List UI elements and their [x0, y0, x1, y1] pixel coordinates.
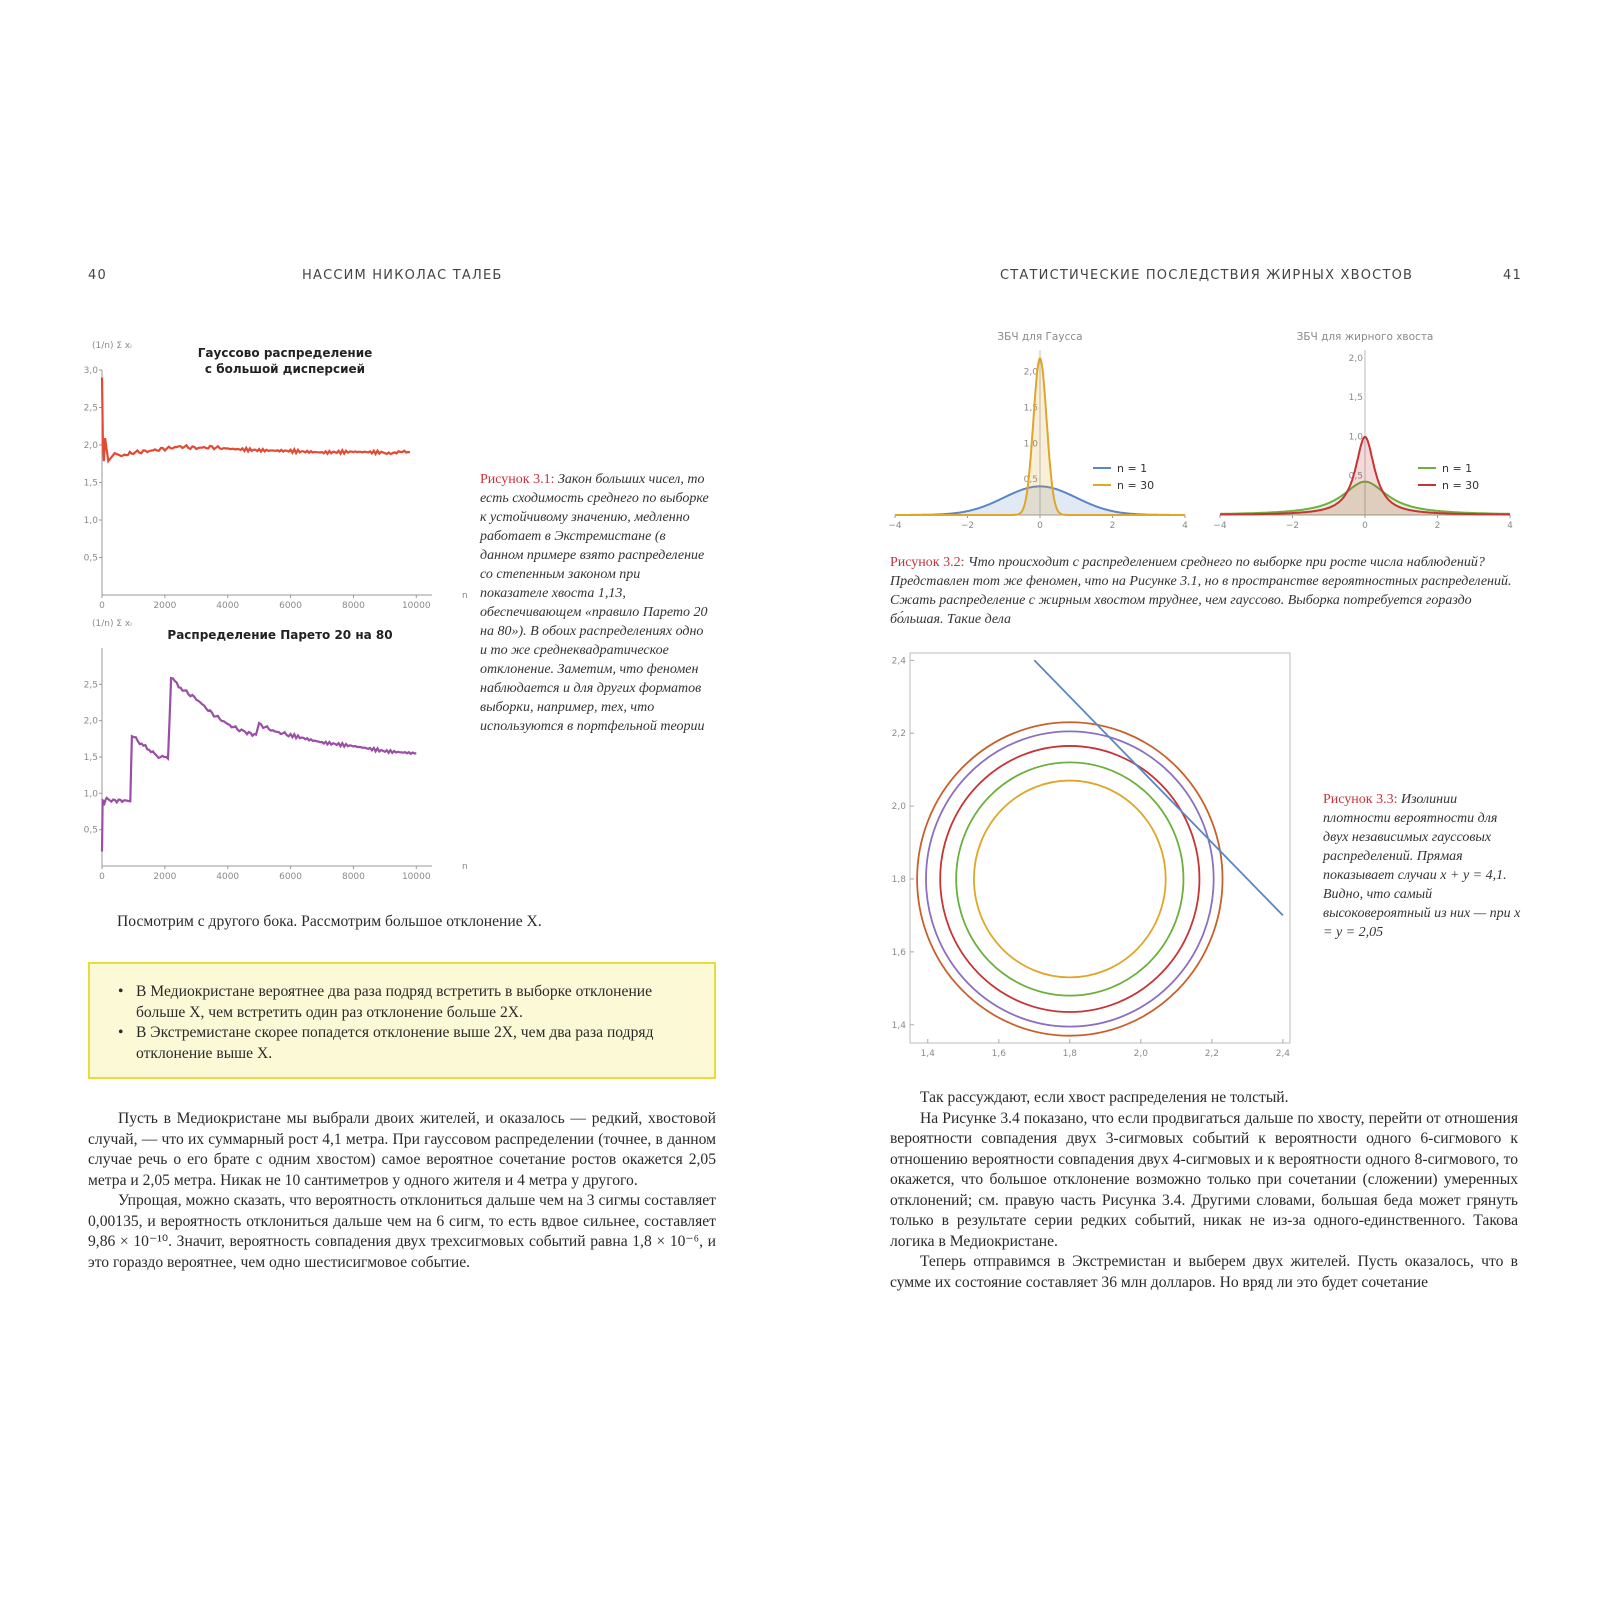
chart-title: ЗБЧ для Гаусса — [997, 331, 1083, 343]
y-tick-label: 3,0 — [83, 366, 98, 376]
contour-ring — [940, 746, 1199, 1012]
sum-constraint-line — [1034, 660, 1283, 915]
figure-3-1-text: Закон больших чисел, то есть сходимость среднего по выборке к устойчивому значению, медленно работает в Экстремистане (в данном примере взято распределение со степенным законом при показателе хвоста 1,13, обеспечивающем «правило Парето 20 на 80»). В обоих распределениях одно и то же среднеквадратическое отклонение. Заметим, что феномен наблюдается и для других форматов выборки, например, тех, что используются в портфельной теории — [480, 472, 709, 734]
contour-chart — [880, 645, 1310, 1075]
figure-3-1-caption — [480, 470, 710, 736]
y-axis-label: (1/n) Σ xᵢ — [92, 619, 132, 629]
x-axis-label: n — [462, 591, 468, 601]
x-tick-label: 1,4 — [920, 1049, 935, 1059]
x-tick-label: 2000 — [153, 601, 177, 611]
contour-ring — [917, 722, 1222, 1035]
left-body-text — [88, 1109, 716, 1273]
y-tick-label: 2,0 — [83, 716, 98, 727]
x-tick-label: 10000 — [401, 601, 431, 611]
x-tick-label: −2 — [960, 521, 975, 531]
paragraph: Так рассуждают, если хвост распределения не толстый. — [920, 1089, 1289, 1106]
y-tick-label: 1,0 — [1023, 439, 1038, 450]
x-tick-label: 4 — [1182, 521, 1188, 531]
y-tick-label: 0,5 — [83, 825, 98, 836]
right-body-text — [890, 1088, 1518, 1293]
contour-ring — [974, 781, 1166, 978]
x-tick-label: 6000 — [279, 872, 303, 882]
right-running-head: СТАТИСТИЧЕСКИЕ ПОСЛЕДСТВИЯ ЖИРНЫХ ХВОСТОВ — [1000, 268, 1414, 283]
x-tick-label: 2000 — [153, 872, 177, 882]
y-tick-label: 1,5 — [83, 478, 98, 489]
y-tick-label: 1,5 — [1023, 403, 1038, 414]
figure-3-1-label: Рисунок 3.1: — [480, 472, 555, 487]
figure-3-2-caption — [890, 553, 1520, 629]
y-tick-label: 1,5 — [1348, 393, 1363, 404]
key-point-item: • В Экстремистане скорее попадется отклонение выше 2X, чем два раза подряд отклонение выше X. — [118, 1023, 688, 1064]
x-tick-label: 10000 — [401, 872, 431, 882]
y-axis-label: (1/n) Σ xᵢ — [92, 341, 132, 351]
x-tick-label: −2 — [1285, 521, 1300, 531]
x-tick-label: 8000 — [341, 872, 365, 882]
x-tick-label: 6000 — [279, 601, 303, 611]
paragraph: Пусть в Медиокристане мы выбрали двоих жителей, и оказалось — редкий, хвостовой случай, — что их суммарный рост 4,1 метра. При гауссовом распределении (точнее, в данном случае речь о его брате с одним хвостом) самое вероятное сочетание ростов окажется 2,05 метра и 2,05 метра. Никак не 10 сантиметров у одного жителя и 4 метра у другого. — [88, 1110, 716, 1189]
y-tick-label: 2,0 — [891, 802, 906, 813]
chart-density-contours — [892, 653, 1291, 1059]
series-area — [1220, 437, 1510, 515]
x-tick-label: 2 — [1109, 521, 1116, 531]
y-tick-label: 2,2 — [891, 729, 906, 740]
x-tick-label: 8000 — [341, 601, 365, 611]
y-tick-label: 2,0 — [83, 441, 98, 451]
contour-ring — [956, 762, 1183, 995]
y-tick-label: 1,6 — [891, 947, 906, 958]
right-page-number: 41 — [1503, 268, 1522, 283]
paragraph: Теперь отправимся в Экстремистан и выберем двух жителей. Пусть оказалось, что в сумме их состояние составляет 36 млн долларов. Но вряд ли это будет сочетание — [890, 1253, 1518, 1291]
y-tick-label: 2,4 — [891, 656, 906, 667]
y-tick-label: 1,8 — [891, 874, 906, 885]
lln-density-charts — [890, 330, 1530, 550]
y-tick-label: 1,0 — [83, 789, 98, 800]
lead-line: Посмотрим с другого бока. Рассмотрим большое отклонение X. — [117, 913, 542, 930]
x-tick-label: 1,6 — [991, 1049, 1006, 1059]
y-tick-label: 0,5 — [1023, 475, 1038, 486]
x-tick-label: 2,2 — [1204, 1049, 1220, 1059]
x-tick-label: 2,0 — [1133, 1049, 1149, 1059]
lln-charts-left — [80, 330, 470, 890]
y-tick-label: 1,4 — [891, 1020, 906, 1031]
legend-label: n = 1 — [1117, 462, 1148, 475]
chart-lln-fat-tail — [1213, 331, 1513, 531]
x-tick-label: 4000 — [216, 601, 240, 611]
chart-gauss-running-mean — [84, 341, 468, 611]
paragraph: На Рисунке 3.4 показано, что если продвигаться дальше по хвосту, перейти от отношения вероятности совпадения двух 3-сигмовых событий к вероятности одного 6-сигмового к отношению вероятности совпадения двух 4-сигмовых и к вероятности одного 8-сигмового, то окажется, что большое отклонение возможно только при сочетании (сложении) умеренных отклонений; см. правую часть Рисунка 3.4. Другими словами, большая беда может грянуть только в результате серии редких событий, никак не из-за одного-единственного. Такова логика в Медиокристане. — [890, 1109, 1518, 1250]
contour-ring — [926, 731, 1214, 1026]
y-tick-label: 1,0 — [1348, 432, 1363, 443]
figure-3-2-text: Что происходит с распределением среднего по выборке при росте числа наблюдений? Представлен тот же феномен, что на Рисунке 3.1, но в пространстве вероятностных распределений. Сжать распределение с жирным хвостом труднее, чем гауссово. Выборка потребуется гораздо бо́льшая. Такие дела — [890, 555, 1512, 627]
x-tick-label: 0 — [99, 872, 105, 882]
paragraph: Упрощая, можно сказать, что вероятность отклониться дальше чем на 3 сигмы составляет 0,00135, и вероятность отклониться дальше чем на 6 сигм, то есть вдвое сильнее, составляет 9,86 × 10⁻¹⁰. Значит, вероятность совпадения двух трехсигмовых событий равна 1,8 × 10⁻⁶, и это гораздо вероятнее, чем одно шестисигмовое событие. — [88, 1192, 716, 1271]
figure-3-3-caption — [1323, 790, 1523, 942]
x-tick-label: 4 — [1507, 521, 1513, 531]
x-tick-label: 0 — [99, 601, 105, 611]
chart-gauss-title-line2: с большой дисперсией — [204, 362, 366, 376]
series-line — [102, 678, 416, 851]
series-line — [102, 378, 410, 462]
chart-pareto-running-mean — [84, 619, 468, 882]
y-tick-label: 0,5 — [1348, 471, 1363, 482]
y-tick-label: 0,5 — [83, 553, 98, 564]
y-tick-label: 1,5 — [83, 753, 98, 763]
y-tick-label: 1,0 — [83, 516, 98, 526]
x-tick-label: 0 — [1362, 521, 1368, 531]
plot-frame — [910, 653, 1290, 1043]
x-axis-label: n — [462, 862, 468, 872]
x-tick-label: 2 — [1434, 521, 1441, 531]
chart-lln-gauss — [888, 331, 1188, 531]
y-tick-label: 2,0 — [1348, 353, 1363, 364]
legend-label: n = 30 — [1117, 479, 1155, 492]
x-tick-label: 2,4 — [1275, 1049, 1291, 1059]
figure-3-2-label: Рисунок 3.2: — [890, 555, 965, 570]
figure-3-3-label: Рисунок 3.3: — [1323, 792, 1398, 807]
y-tick-label: 2,0 — [1023, 367, 1038, 378]
x-tick-label: 0 — [1037, 521, 1043, 531]
legend-label: n = 1 — [1442, 462, 1473, 475]
y-tick-label: 2,5 — [83, 403, 98, 414]
y-tick-label: 2,5 — [83, 680, 98, 691]
left-running-head: НАССИМ НИКОЛАС ТАЛЕБ — [302, 268, 503, 283]
legend-label: n = 30 — [1442, 479, 1480, 492]
figure-3-3-text: Изолинии плотности вероятности для двух независимых гауссовых распределений. Прямая показывает случаи x + y = 4,1. Видно, что самый высоковероятный из них — при x = y = 2,05 — [1323, 792, 1521, 940]
key-point-item: • В Медиокристане вероятнее два раза подряд встретить в выборке отклонение больше X, чем встретить один раз отклонение больше 2X. — [118, 982, 688, 1023]
left-page-number: 40 — [88, 268, 107, 283]
x-tick-label: −4 — [888, 521, 902, 531]
key-points-box — [88, 962, 716, 1079]
x-tick-label: −4 — [1213, 521, 1227, 531]
chart-pareto-title: Распределение Парето 20 на 80 — [167, 628, 393, 642]
chart-title: ЗБЧ для жирного хвоста — [1296, 331, 1434, 343]
chart-gauss-title-line1: Гауссово распределение — [197, 346, 373, 360]
x-tick-label: 1,8 — [1062, 1049, 1077, 1059]
x-tick-label: 4000 — [216, 872, 240, 882]
